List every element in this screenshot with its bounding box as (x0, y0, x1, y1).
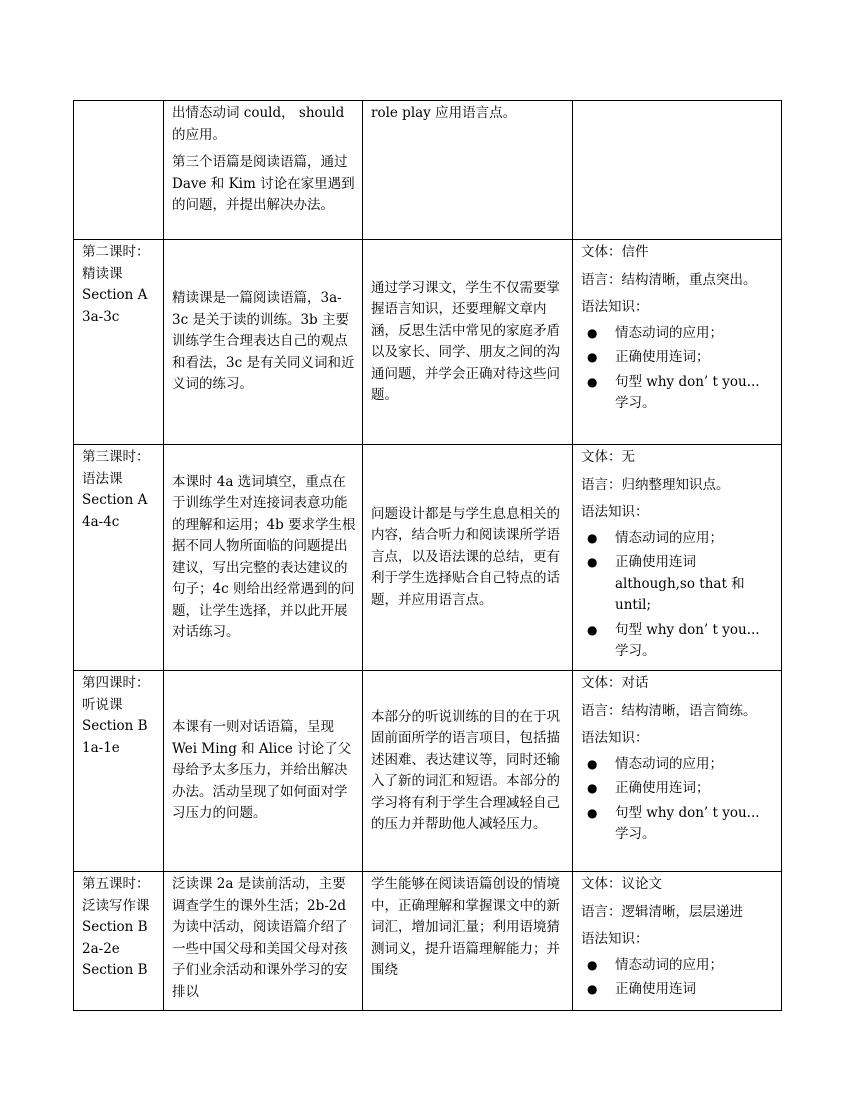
language-text: 语言：归纳整理知识点。 (581, 476, 730, 493)
list-item: ● 情态动词的应用； (581, 754, 775, 776)
goal-cell: role play 应用语言点。 (363, 101, 573, 240)
grammar-list (581, 528, 775, 663)
content-cell (164, 101, 363, 240)
content-cell (164, 872, 363, 1011)
content-paragraph: 精读课是一篇阅读语篇，3a-3c 是关于读的训练。3b 主要训练学生合理表达自己的观点和看法，3c 是有关同义词和近义词的练习。 (172, 290, 355, 393)
genre-text: 文体：对话 (581, 675, 649, 691)
content-cell (164, 445, 363, 671)
language-text: 语言：逻辑清晰，层层递进 (581, 903, 743, 920)
grammar-list (581, 754, 775, 846)
content-paragraph: 出情态动词 could， should 的应用。 (172, 105, 345, 143)
feature-cell (573, 101, 782, 240)
grammar-list (581, 323, 775, 415)
grammar-heading: 语法知识： (581, 504, 649, 520)
content-paragraph: 泛读课 2a 是读前活动，主要调查学生的课外生活；2b-2d 为读中活动，阅读语篇介绍了一些中国父母和美国父母对孩子们业余活动和课外学习的安排以 (172, 876, 348, 1000)
lesson-cell (74, 101, 164, 240)
goal-cell: 通过学习课文，学生不仅需要掌握语言知识，还要理解文章内涵，反思生活中常见的家庭矛盾以及家长、同学、朋友之间的沟通问题，并学会正确对待这些问题。 (363, 240, 573, 445)
lesson-plan-table (73, 100, 782, 1011)
grammar-heading: 语法知识： (581, 730, 649, 746)
lesson-cell: 第四课时：听说课 Section B 1a-1e (74, 671, 164, 872)
list-item: ● 情态动词的应用； (581, 955, 775, 977)
list-item: ● 句型 why don’ t you... 学习。 (581, 803, 775, 846)
lesson-cell: 第五课时：泛读写作课 Section B 2a-2e Section B (74, 872, 164, 1011)
list-item: ● 正确使用连词； (581, 347, 775, 369)
table-row (74, 445, 782, 671)
list-item: ● 正确使用连词 although,so that 和 until; (581, 552, 775, 617)
goal-cell: 学生能够在阅读语篇创设的情境中，正确理解和掌握课文中的新词汇，增加词汇量；利用语境猜测词义，提升语篇理解能力；并围绕 (363, 872, 573, 1011)
content-cell (164, 240, 363, 445)
content-paragraph: 第三个语篇是阅读语篇，通过 Dave 和 Kim 讨论在家里遇到的问题，并提出解决办法。 (172, 154, 355, 213)
feature-cell (573, 445, 782, 671)
lesson-cell: 第二课时：精读课 Section A 3a-3c (74, 240, 164, 445)
table-row (74, 872, 782, 1011)
list-item: ● 正确使用连词 (581, 979, 775, 1001)
content-paragraph: 本课有一则对话语篇，呈现 Wei Ming 和 Alice 讨论了父母给予太多压力，并给出解决办法。活动呈现了如何面对学习压力的问题。 (172, 719, 352, 822)
list-item: ● 句型 why don’ t you... 学习。 (581, 620, 775, 663)
lesson-cell: 第三课时：语法课 Section A 4a-4c (74, 445, 164, 671)
goal-cell: 本部分的听说训练的目的在于巩固前面所学的语言项目，包括描述困难、表达建议等，同时还输入了新的词汇和短语。本部分的学习将有利于学生合理减轻自己的压力并帮助他人减轻压力。 (363, 671, 573, 872)
grammar-heading: 语法知识： (581, 931, 649, 947)
content-paragraph: 本课时 4a 选词填空，重点在于训练学生对连接词表意功能的理解和运用；4b 要求学生根据不同人物所面临的问题提出建议，写出完整的表达建议的句子；4c 则给出经常遇到的问题，让学生选择，并以此开展对话练习。 (172, 473, 356, 640)
table-row (74, 240, 782, 445)
language-text: 语言：结构清晰，语言简练。 (581, 702, 757, 719)
feature-cell (573, 671, 782, 872)
list-item: ● 句型 why don’ t you... 学习。 (581, 372, 775, 415)
language-text: 语言：结构清晰，重点突出。 (581, 271, 757, 288)
genre-text: 文体：议论文 (581, 876, 662, 892)
list-item: ● 情态动词的应用； (581, 323, 775, 345)
list-item: ● 正确使用连词； (581, 778, 775, 800)
table-row (74, 671, 782, 872)
feature-cell (573, 240, 782, 445)
grammar-list (581, 955, 775, 1001)
goal-cell: 问题设计都是与学生息息相关的内容，结合听力和阅读课所学语言点，以及语法课的总结，更有利于学生选择贴合自己特点的话题，并应用语言点。 (363, 445, 573, 671)
table-row (74, 101, 782, 240)
genre-text: 文体：无 (581, 449, 635, 465)
grammar-heading: 语法知识： (581, 299, 649, 315)
feature-cell (573, 872, 782, 1011)
genre-text: 文体：信件 (581, 244, 649, 260)
content-cell (164, 671, 363, 872)
list-item: ● 情态动词的应用； (581, 528, 775, 550)
